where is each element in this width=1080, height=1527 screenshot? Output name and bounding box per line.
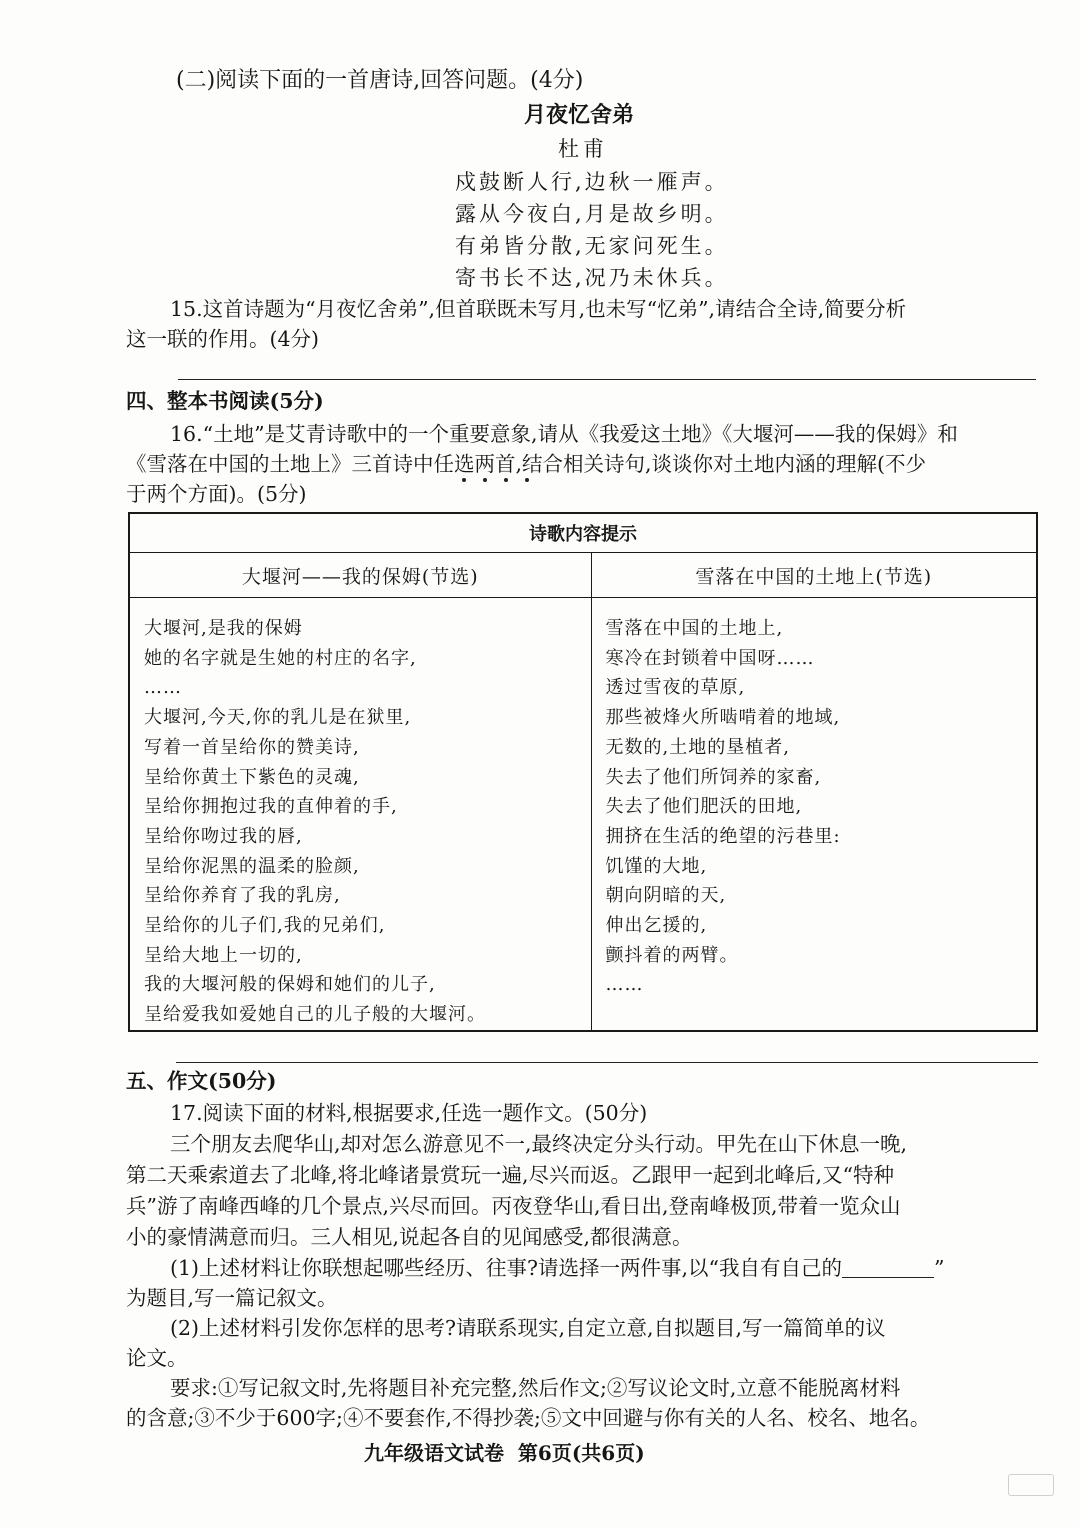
requirements-line-2: 的含意;③不少于600字;④不要套作,不得抄袭;⑤文中回避与你有关的人名、校名、地名。 xyxy=(126,1406,931,1430)
requirements-line-1: 要求:①写记叙文时,先将题目补充完整,然后作文;②写议论文时,立意不能脱离材料 xyxy=(170,1376,901,1400)
left-poem-line: 写着一首呈给你的赞美诗, xyxy=(144,736,360,758)
left-poem-line: 呈给大地上一切的, xyxy=(144,944,303,966)
poem-line-3: 有弟皆分散,无家问死生。 xyxy=(455,234,729,258)
question-15-line-1: 15.这首诗题为“月夜忆舍弟”,但首联既未写月,也未写“忆弟”,请结合全诗,简要分析 xyxy=(170,297,907,321)
right-poem-line: 伸出乞援的, xyxy=(605,915,708,937)
material-line-3: 兵”游了南峰西峰的几个景点,兴尽而回。丙夜登华山,看日出,登南峰极顶,带着一览众山 xyxy=(126,1194,901,1218)
answer-line-15 xyxy=(178,379,1036,380)
right-poem-line: 失去了他们所饲养的家畜, xyxy=(605,766,822,788)
page-footer: 九年级语文试卷 第6页(共6页) xyxy=(364,1441,645,1465)
option-2-line-1: (2)上述材料引发你怎样的思考?请联系现实,自定立意,自拟题目,写一篇简单的议 xyxy=(170,1316,886,1340)
left-poem-line: 我的大堰河般的保姆和她们的儿子, xyxy=(144,974,436,996)
left-poem-line: 呈给你的儿子们,我的兄弟们, xyxy=(144,915,386,937)
section2-intro: (二)阅读下面的一首唐诗,回答问题。(4分) xyxy=(176,68,584,93)
right-poem-title: 雪落在中国的土地上(节选) xyxy=(591,553,1037,598)
right-poem-line: 那些被烽火所啮啃着的地域, xyxy=(605,707,841,729)
section5-heading: 五、作文(50分) xyxy=(126,1069,277,1093)
option-2-line-2: 论文。 xyxy=(126,1346,188,1370)
question-16-line-2: 《雪落在中国的土地上》三首诗中任选两首,结合相关诗句,谈谈你对土地内涵的理解(不少 xyxy=(126,452,927,476)
question-16-line-1: 16.“土地”是艾青诗歌中的一个重要意象,请从《我爱这土地》《大堰河——我的保姆》和 xyxy=(170,422,958,446)
option-1-line-2: 为题目,写一篇记叙文。 xyxy=(126,1286,338,1310)
poem-line-2: 露从今夜白,月是故乡明。 xyxy=(455,202,729,226)
left-poem-line: 呈给你吻过我的唇, xyxy=(144,825,303,847)
right-poem-line: …… xyxy=(605,974,644,996)
left-poem-line: 呈给你泥黑的温柔的脸颜, xyxy=(144,855,360,877)
poem-line-1: 戍鼓断人行,边秋一雁声。 xyxy=(455,170,729,194)
poem-line-4: 寄书长不达,况乃未休兵。 xyxy=(455,266,729,290)
option-1-line-1 xyxy=(170,1253,945,1283)
right-poem-line: 颤抖着的两臂。 xyxy=(605,944,739,966)
left-poem-line: 她的名字就是生她的村庄的名字, xyxy=(144,647,417,669)
material-line-2: 第二天乘索道去了北峰,将北峰诸景赏玩一遍,尽兴而返。乙跟甲一起到北峰后,又“特种 xyxy=(126,1163,895,1187)
right-poem-line: 朝向阴暗的天, xyxy=(605,885,727,907)
table-header: 诗歌内容提示 xyxy=(129,513,1037,553)
option-1-prefix: (1)上述材料让你联想起哪些经历、往事?请选择一两件事,以“我自有自己的 xyxy=(170,1256,843,1280)
watermark-box xyxy=(1008,1474,1054,1496)
right-poem-line: 拥挤在生活的绝望的污巷里: xyxy=(605,825,841,847)
answer-line-16 xyxy=(176,1062,1038,1063)
left-poem-line: 呈给你黄土下紫色的灵魂, xyxy=(144,766,360,788)
right-poem-line: 雪落在中国的土地上, xyxy=(605,618,784,639)
question-16-line-3: 于两个方面)。(5分) xyxy=(126,482,307,506)
right-poem-line: 透过雪夜的草原, xyxy=(605,677,746,699)
left-poem-line: 大堰河,是我的保姆 xyxy=(144,618,303,639)
left-poem-line: 呈给爱我如爱她自己的儿子般的大堰河。 xyxy=(144,1004,486,1026)
left-poem-line: 大堰河,今天,你的乳儿是在狱里, xyxy=(144,707,412,729)
right-poem-line: 饥馑的大地, xyxy=(605,855,708,877)
left-poem-cell xyxy=(129,598,591,1032)
left-poem-title: 大堰河——我的保姆(节选) xyxy=(129,553,591,598)
left-poem-line: …… xyxy=(144,677,182,699)
right-poem-line: 寒冷在封锁着中国呀…… xyxy=(605,647,815,669)
question-17: 17.阅读下面的材料,根据要求,任选一题作文。(50分) xyxy=(170,1101,648,1125)
poem-title: 月夜忆舍弟 xyxy=(524,102,635,128)
material-line-1: 三个朋友去爬华山,却对怎么游意见不一,最终决定分头行动。甲先在山下休息一晚, xyxy=(170,1132,908,1156)
poem-hint-table xyxy=(128,512,1038,1032)
question-15-line-2: 这一联的作用。(4分) xyxy=(126,327,320,351)
right-poem-line: 无数的,土地的垦植者, xyxy=(605,736,790,758)
material-line-4: 小的豪情满意而归。三人相见,说起各自的见闻感受,都很满意。 xyxy=(126,1225,693,1249)
section4-heading: 四、整本书阅读(5分) xyxy=(126,389,324,413)
left-poem-line: 呈给你养育了我的乳房, xyxy=(144,885,341,907)
left-poem-line: 呈给你拥抱过我的直伸着的手, xyxy=(144,796,398,818)
poem-author: 杜甫 xyxy=(558,137,608,161)
right-poem-cell xyxy=(591,598,1037,1032)
title-blank xyxy=(842,1257,934,1278)
right-poem-line: 失去了他们肥沃的田地, xyxy=(605,796,803,818)
option-1-suffix: ” xyxy=(934,1256,945,1280)
